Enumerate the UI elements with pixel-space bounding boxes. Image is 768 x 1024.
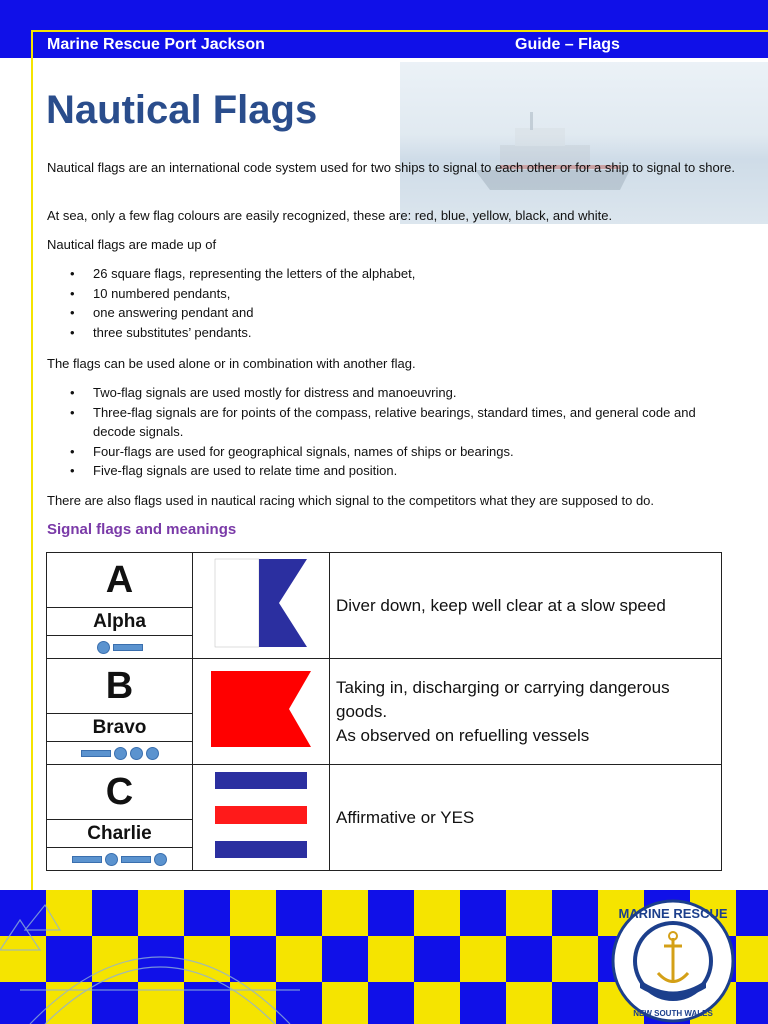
morse-code-bravo [47, 742, 192, 764]
flag-meaning-cell: Diver down, keep well clear at a slow speed [330, 553, 722, 659]
section-heading: Signal flags and meanings [47, 521, 237, 538]
flag-word: Charlie [47, 820, 192, 848]
morse-dash [121, 856, 151, 863]
list-item: • three substitutes’ pendants. [47, 323, 737, 343]
list-item: • Four-flags are used for geographical signals, names of ships or bearings. [47, 442, 737, 462]
table-row [47, 765, 722, 871]
racing-paragraph: There are also flags used in nautical racing which signal to the competitors what they are supposed to do. [47, 493, 655, 508]
morse-code-charlie [47, 848, 192, 870]
list-item: • Two-flag signals are used mostly for distress and manoeuvring. [47, 383, 737, 403]
flag-word: Alpha [47, 608, 192, 636]
logo-top-text: MARINE RESCUE [618, 906, 728, 921]
logo-bottom-text: NEW SOUTH WALES [633, 1009, 713, 1018]
page-title: Nautical Flags [46, 88, 318, 132]
morse-dot [105, 853, 118, 866]
flag-name-cell [47, 553, 193, 659]
table-row [47, 659, 722, 765]
flag-letter: A [47, 553, 192, 608]
morse-dot [130, 747, 143, 760]
composition-paragraph: Nautical flags are made up of [47, 237, 217, 252]
morse-dash [72, 856, 102, 863]
colours-paragraph: At sea, only a few flag colours are easily recognized, these are: red, blue, yellow, black, and white. [47, 208, 613, 223]
flag-meaning-line: Taking in, discharging or carrying dangerous goods. [336, 677, 670, 721]
composition-list [47, 264, 737, 342]
header-rule [31, 30, 768, 32]
list-item: • Three-flag signals are for points of the compass, relative bearings, standard times, and general code and decode signals. [47, 403, 737, 442]
morse-dot [114, 747, 127, 760]
list-item: • Five-flag signals are used to relate time and position. [47, 461, 737, 481]
charlie-flag-icon [213, 770, 309, 860]
flag-image-cell [193, 553, 330, 659]
table-row [47, 553, 722, 659]
flag-meaning-cell [330, 659, 722, 765]
header-section: Guide – Flags [515, 36, 620, 53]
flag-letter: C [47, 765, 192, 820]
list-item: • one answering pendant and [47, 303, 737, 323]
morse-dot [146, 747, 159, 760]
list-item: • 10 numbered pendants, [47, 284, 737, 304]
signal-types-list [47, 383, 737, 481]
flag-name-cell [47, 659, 193, 765]
flag-image-cell [193, 765, 330, 871]
bravo-flag-icon [209, 669, 313, 749]
flag-letter: B [47, 659, 192, 714]
flag-meaning-cell: Affirmative or YES [330, 765, 722, 871]
alpha-flag-icon [213, 558, 309, 648]
combination-paragraph: The flags can be used alone or in combination with another flag. [47, 356, 416, 371]
flag-word: Bravo [47, 714, 192, 742]
morse-dash [81, 750, 111, 757]
morse-dot [97, 641, 110, 654]
flag-meaning-line: As observed on refuelling vessels [336, 725, 590, 745]
rescue-boat-image [470, 110, 640, 200]
signal-flags-table [46, 552, 722, 871]
marine-rescue-logo [610, 898, 736, 1024]
intro-paragraph: Nautical flags are an international code system used for two ships to signal to each other or for a ship to signal to shore. [47, 160, 735, 175]
margin-rule [31, 30, 33, 1024]
list-item: • 26 square flags, representing the letters of the alphabet, [47, 264, 737, 284]
flag-name-cell [47, 765, 193, 871]
header-org: Marine Rescue Port Jackson [47, 36, 265, 53]
flag-image-cell [193, 659, 330, 765]
morse-dash [113, 644, 143, 651]
morse-dot [154, 853, 167, 866]
morse-code-alpha [47, 636, 192, 658]
